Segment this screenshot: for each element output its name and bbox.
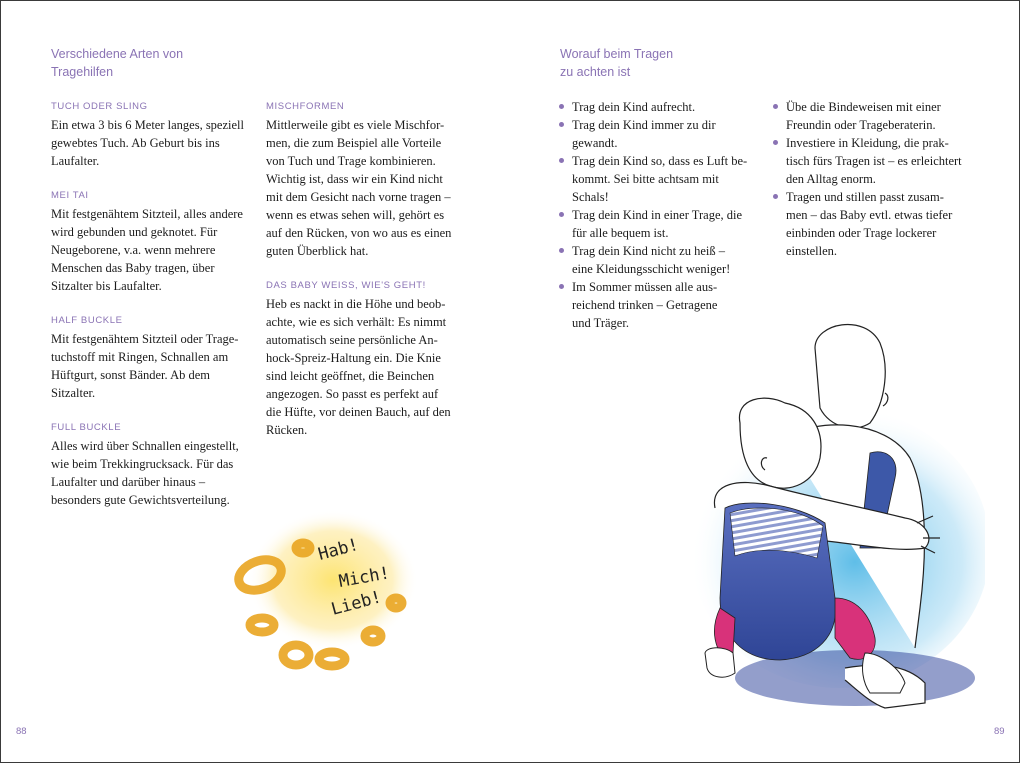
- cereal-ring: [250, 618, 274, 632]
- list-item: [559, 152, 759, 206]
- bullet-icon: [559, 248, 564, 253]
- list-item-text: Im Sommer müssen alle aus- reichend trinken – Getragene und Träger.: [572, 280, 718, 330]
- list-item-text: Investiere in Kleidung, die prak- tisch fürs Tragen ist – es erleichtert den Alltag enorm.: [786, 136, 962, 186]
- checklist-2: [773, 98, 983, 260]
- section-text: Mittlerweile gibt es viele Mischfor- men, die zum Beispiel alle Vorteile von Tuch und Trage kombinieren. Wichtig ist, dass wir ein Kind nicht mit dem Gesicht nach vorne tragen – wenn es etwas sehen will, gehört es auf den Rücken, von wo aus es einen guten Überblick hat.: [266, 118, 452, 258]
- parent-ear: [883, 393, 888, 406]
- left-column-1: [51, 98, 251, 526]
- right-page: [510, 0, 1020, 763]
- right-column-1: [559, 98, 759, 332]
- babywearing-illustration: [685, 308, 985, 718]
- cereal-ring: [319, 652, 345, 666]
- left-page-heading: Verschiedene Arten von Tragehilfen: [51, 47, 184, 79]
- page-number-right: 89: [994, 726, 1005, 737]
- list-item-text: Trag dein Kind immer zu dir gewandt.: [572, 118, 716, 150]
- section-mei-tai: [51, 187, 251, 295]
- bullet-icon: [559, 158, 564, 163]
- section-text: Mit festgenähtem Sitzteil oder Trage- tuchstoff mit Ringen, Schnallen am Hüftgurt, sonst Bänder. Ab dem Sitzalter.: [51, 332, 239, 400]
- left-column-2: [266, 98, 471, 456]
- bullet-icon: [559, 284, 564, 289]
- section-text: Mit festgenähtem Sitzteil, alles andere wird gebunden und geknotet. Für Neugeborene, v.a. wenn mehrere Menschen das Baby tragen, über Sitzalter bis Laufalter.: [51, 207, 243, 293]
- list-item: [773, 188, 983, 260]
- list-item: [559, 98, 759, 116]
- bullet-icon: [773, 140, 778, 145]
- cereal-illustration: [228, 505, 428, 680]
- section-text: Alles wird über Schnallen eingestellt, wie beim Trekkingrucksack. Für das Laufalter und darüber hinaus – besonders gute Gewichtsverteilung.: [51, 439, 239, 507]
- list-item: [559, 206, 759, 242]
- parent-head: [815, 324, 885, 428]
- bullet-icon: [559, 104, 564, 109]
- list-item: [559, 242, 759, 278]
- bullet-icon: [559, 122, 564, 127]
- list-item: [773, 98, 983, 134]
- illustration-text: Hab!: [316, 534, 361, 565]
- section-label: TUCH ODER SLING: [51, 101, 148, 112]
- checklist-1: [559, 98, 759, 332]
- section-baby-weiss: [266, 277, 471, 439]
- list-item-text: Tragen und stillen passt zusam- men – das Baby evtl. etwas tiefer einbinden oder Trage lockerer einstellen.: [786, 190, 953, 258]
- section-label: HALF BUCKLE: [51, 315, 123, 326]
- page-number-left: 88: [16, 726, 27, 737]
- bullet-icon: [773, 194, 778, 199]
- shoe: [705, 648, 735, 677]
- section-label: MEI TAI: [51, 190, 89, 201]
- section-tuch: [51, 98, 251, 170]
- section-half-buckle: [51, 312, 251, 402]
- cereal-ring: [283, 645, 309, 665]
- list-item-text: Trag dein Kind so, dass es Luft be- kommt. Sei bitte achtsam mit Schals!: [572, 154, 748, 204]
- section-label: MISCHFORMEN: [266, 101, 345, 112]
- list-item-text: Trag dein Kind in einer Trage, die für alle bequem ist.: [572, 208, 743, 240]
- right-page-heading: Worauf beim Tragen zu achten ist: [560, 47, 674, 79]
- illustration-text: Lieb!: [329, 587, 384, 620]
- list-item-text: Trag dein Kind nicht zu heiß – eine Kleidungsschicht weniger!: [572, 244, 731, 276]
- section-label: DAS BABY WEISS, WIE'S GEHT!: [266, 280, 426, 291]
- bullet-icon: [773, 104, 778, 109]
- list-item-text: Trag dein Kind aufrecht.: [572, 100, 696, 114]
- section-text: Ein etwa 3 bis 6 Meter langes, speziell gewebtes Tuch. Ab Geburt bis ins Laufalter.: [51, 118, 244, 168]
- section-full-buckle: [51, 419, 251, 509]
- list-item: [773, 134, 983, 188]
- list-item-text: Übe die Bindeweisen mit einer Freundin oder Trageberaterin.: [786, 100, 941, 132]
- section-text: Heb es nackt in die Höhe und beob- achte, wie es sich verhält: Es nimmt automatisch seine persönliche An- hock-Spreiz-Haltung ein. Die Knie sind leicht geöffnet, die Beinchen angezogen. So passt es perfekt auf die Hüfte, vor deinen Bauch, auf den Rücken.: [266, 297, 451, 437]
- bullet-icon: [559, 212, 564, 217]
- section-mischformen: [266, 98, 471, 260]
- illustration-text: Mich!: [337, 563, 392, 592]
- section-label: FULL BUCKLE: [51, 422, 122, 433]
- list-item: [559, 116, 759, 152]
- right-column-2: [773, 98, 983, 260]
